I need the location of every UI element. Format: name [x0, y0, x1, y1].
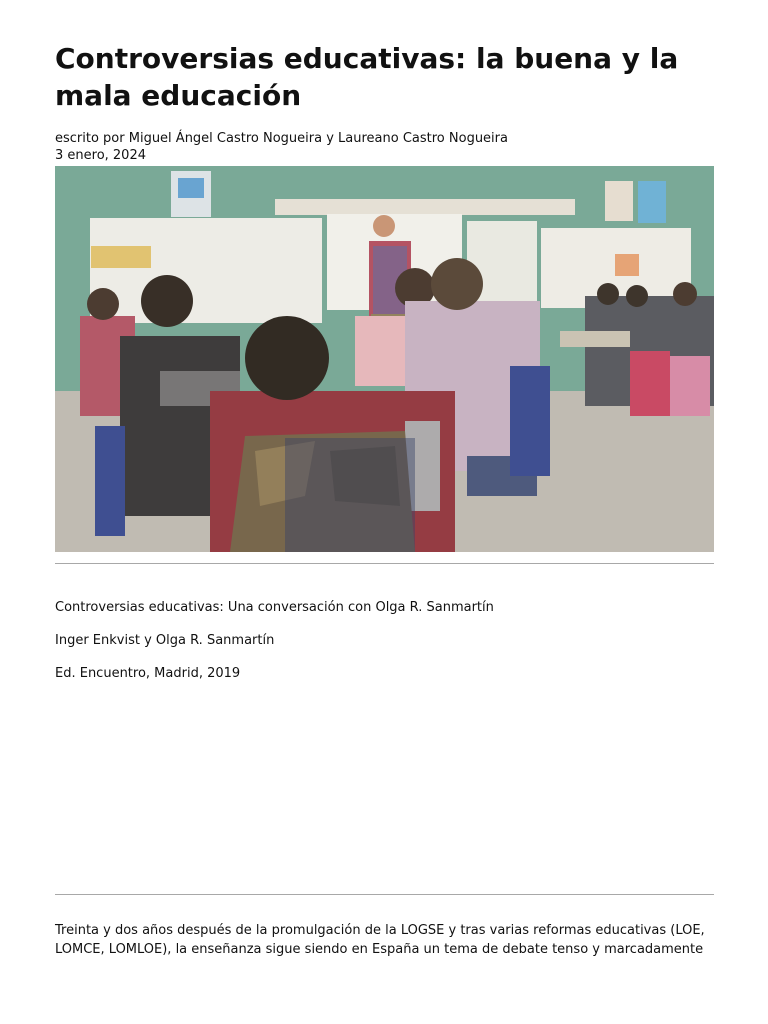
divider-bottom	[55, 894, 714, 895]
article-date: 3 enero, 2024	[55, 148, 146, 163]
article-byline: escrito por Miguel Ángel Castro Nogueira y Laureano Castro Nogueira	[55, 131, 508, 146]
divider-top	[55, 563, 714, 564]
book-authors: Inger Enkvist y Olga R. Sanmartín	[55, 633, 275, 648]
article-title: Controversias educativas: la buena y la mala educación	[55, 42, 679, 112]
article-meta	[55, 130, 508, 164]
article-paragraph: Treinta y dos años después de la promulgación de la LOGSE y tras varias reformas educativas (LOE, LOMCE, LOMLOE), la enseñanza sigue siendo en España un tema de debate tenso y marcadamente	[55, 923, 705, 957]
book-title: Controversias educativas: Una conversación con Olga R. Sanmartín	[55, 600, 494, 615]
classroom-photo	[55, 166, 714, 552]
book-publisher: Ed. Encuentro, Madrid, 2019	[55, 666, 241, 681]
